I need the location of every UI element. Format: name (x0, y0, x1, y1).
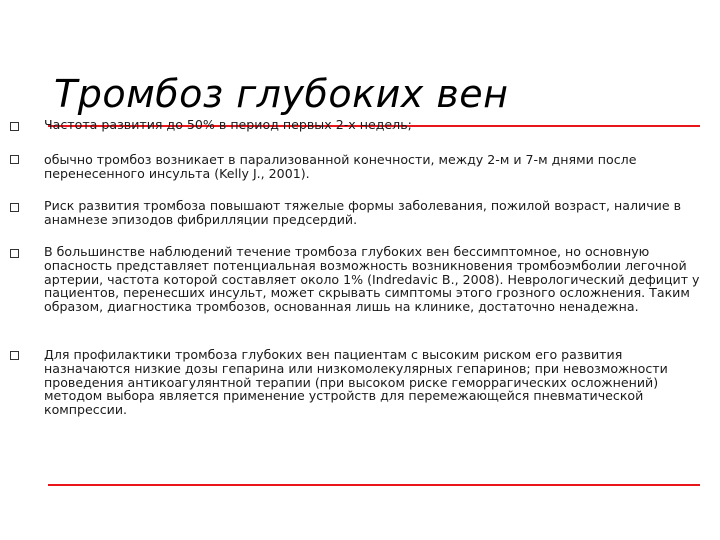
bullet-text: Риск развития тромбоза повышают тяжелые формы заболевания, пожилой возраст, наличие в анамнезе эпизодов фибрилляции предсердий. (44, 198, 682, 227)
square-bullet-icon (10, 203, 19, 212)
bullet-text: обычно тромбоз возникает в парализованной конечности, между 2-м и 7-м днями после перенесенного инсульта (Kelly J., 2001). (44, 152, 637, 181)
square-bullet-icon (10, 155, 19, 164)
bullet-text: Частота развития до 50% в период первых 2-х недель; (44, 117, 412, 132)
bullet-text: В большинстве наблюдений течение тромбоза глубоких вен бессимптомное, но основную опасность представляет потенциальная возможность возникновения тромбоэмболии легочной артерии, частота которой составляет около 1% (Indredavic B., 2008). Неврологический дефицит у пациентов, перенесших инсульт, может скрывать симптомы этого грозного осложнения. Таким образом, диагностика тромбозов, основанная лишь на клинике, достаточно ненадежна. (44, 244, 700, 315)
square-bullet-icon (10, 249, 19, 258)
bullet-text: Для профилактики тромбоза глубоких вен пациентам с высоким риском его развития назначаются низкие дозы гепарина или низкомолекулярных гепаринов; при невозможности проведения антикоагулянтной терапии (при высоком риске геморрагических осложнений) методом выбора является применение устройств для перемежающейся пневматической компрессии. (44, 347, 668, 418)
square-bullet-icon (10, 351, 19, 360)
slide-title: Тромбоз глубоких вен (54, 72, 509, 116)
square-bullet-icon (10, 122, 19, 131)
